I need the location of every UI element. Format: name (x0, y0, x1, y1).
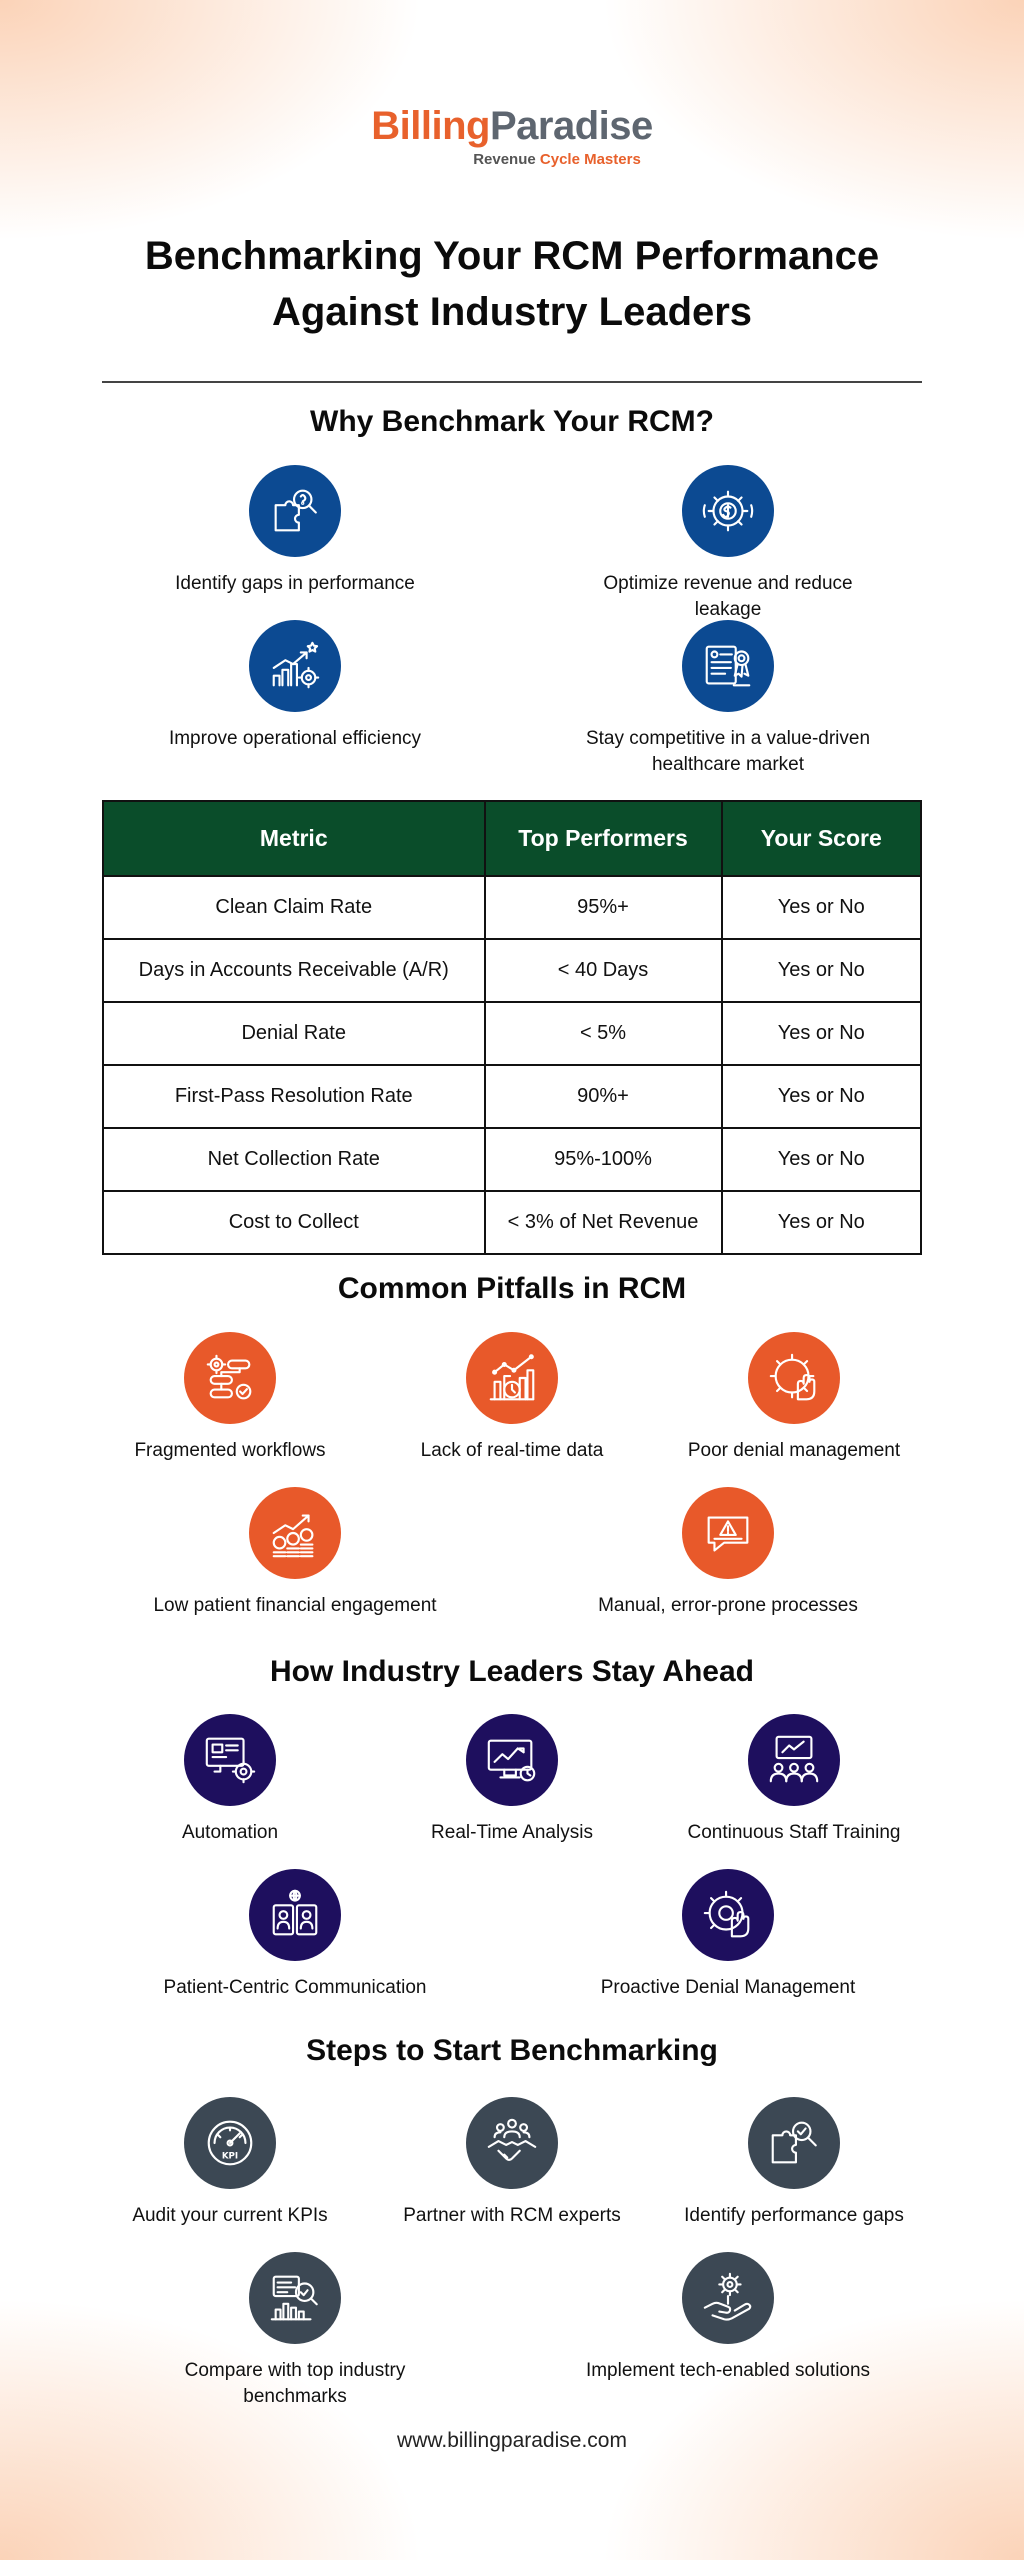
gear-stop-hand-icon (682, 1869, 774, 1961)
pitfall-label: Lack of real-time data (420, 1440, 604, 1461)
alert-message-icon (682, 1487, 774, 1579)
monitor-analytics-icon (466, 1714, 558, 1806)
leader-item (145, 1869, 445, 2001)
your-score-cell: Yes or No (722, 1002, 921, 1065)
step-label: Compare with top industry benchmarks (184, 2360, 406, 2407)
bar-chart-clock-icon (466, 1332, 558, 1424)
brand-logo (0, 104, 1024, 168)
pitfall-label: Poor denial management (687, 1440, 901, 1461)
gear-hand-icon (748, 1332, 840, 1424)
logo-wordmark: BillingParadise (371, 104, 653, 148)
why-item-gaps (145, 465, 445, 597)
column-header: Top Performers (485, 801, 722, 876)
step-item (145, 2252, 445, 2410)
metric-cell: Days in Accounts Receivable (A/R) (103, 939, 485, 1002)
growth-chart-gear-icon (249, 620, 341, 712)
logo-tagline: Revenue Cycle Masters (473, 151, 641, 168)
puzzle-magnifier-icon (748, 2097, 840, 2189)
step-item (362, 2097, 662, 2229)
column-header: Your Score (722, 801, 921, 876)
table-row (103, 1191, 921, 1254)
why-item-revenue (578, 465, 878, 623)
pitfall-item (145, 1487, 445, 1619)
page-title: Benchmarking Your RCM Performance Against Industry Leaders (144, 234, 880, 334)
why-item-label: Improve operational efficiency (168, 728, 422, 749)
team-board-icon (748, 1714, 840, 1806)
top-performer-cell: < 3% of Net Revenue (485, 1191, 722, 1254)
pitfalls-heading: Common Pitfalls in RCM (337, 1272, 687, 1305)
leader-item (644, 1714, 944, 1846)
puzzle-search-icon (249, 465, 341, 557)
why-item-label: Optimize revenue and reduce leakage (603, 573, 853, 620)
pitfall-item (80, 1332, 380, 1464)
why-item-label: Stay competitive in a value-driven healthcare market (585, 728, 871, 775)
leader-label: Patient-Centric Communication (163, 1977, 427, 1998)
pitfall-item (362, 1332, 662, 1464)
leader-item (578, 1869, 878, 2001)
step-item (578, 2252, 878, 2384)
kpi-gauge-icon (184, 2097, 276, 2189)
why-item-competitive (578, 620, 878, 778)
title-divider (102, 381, 922, 383)
metric-cell: Clean Claim Rate (103, 876, 485, 939)
top-performer-cell: 90%+ (485, 1065, 722, 1128)
steps-heading: Steps to Start Benchmarking (306, 2034, 718, 2067)
pitfall-label: Low patient financial engagement (153, 1595, 437, 1616)
metric-cell: Net Collection Rate (103, 1128, 485, 1191)
why-item-label: Identify gaps in performance (175, 573, 415, 594)
leaders-heading: How Industry Leaders Stay Ahead (269, 1655, 754, 1688)
step-item (80, 2097, 380, 2229)
top-performer-cell: < 40 Days (485, 939, 722, 1002)
why-item-efficiency (145, 620, 445, 752)
column-header: Metric (103, 801, 485, 876)
workflow-gear-icon (184, 1332, 276, 1424)
monitor-gear-icon (184, 1714, 276, 1806)
your-score-cell: Yes or No (722, 876, 921, 939)
leader-item (80, 1714, 380, 1846)
leader-label: Real-Time Analysis (431, 1822, 593, 1843)
top-performer-cell: < 5% (485, 1002, 722, 1065)
footer-website-link[interactable]: www.billingparadise.com (397, 2429, 627, 2452)
coins-trend-icon (249, 1487, 341, 1579)
leader-label: Continuous Staff Training (687, 1822, 901, 1843)
table-header-row (103, 801, 921, 876)
your-score-cell: Yes or No (722, 1191, 921, 1254)
your-score-cell: Yes or No (722, 1128, 921, 1191)
top-performer-cell: 95%+ (485, 876, 722, 939)
handshake-team-icon (466, 2097, 558, 2189)
pitfall-item (578, 1487, 878, 1619)
svg-text:KPI: KPI (221, 2151, 239, 2162)
step-label: Identify performance gaps (684, 2205, 904, 2226)
step-label: Audit your current KPIs (132, 2205, 328, 2226)
metric-cell: Cost to Collect (103, 1191, 485, 1254)
benchmark-table (102, 800, 922, 1255)
your-score-cell: Yes or No (722, 939, 921, 1002)
leader-label: Proactive Denial Management (600, 1977, 856, 1998)
table-row (103, 939, 921, 1002)
table-row (103, 1128, 921, 1191)
why-heading: Why Benchmark Your RCM? (310, 405, 714, 438)
table-row (103, 1065, 921, 1128)
pitfall-label: Fragmented workflows (134, 1440, 326, 1461)
table-row (103, 876, 921, 939)
leader-item (362, 1714, 662, 1846)
gear-dollar-icon (682, 465, 774, 557)
pitfall-item (644, 1332, 944, 1464)
table-row (103, 1002, 921, 1065)
pitfall-label: Manual, error-prone processes (598, 1595, 858, 1616)
your-score-cell: Yes or No (722, 1065, 921, 1128)
top-performer-cell: 95%-100% (485, 1128, 722, 1191)
step-label: Partner with RCM experts (403, 2205, 621, 2226)
id-cards-icon (249, 1869, 341, 1961)
chart-magnifier-icon (249, 2252, 341, 2344)
document-award-icon (682, 620, 774, 712)
step-item (644, 2097, 944, 2229)
hand-gear-icon (682, 2252, 774, 2344)
metric-cell: First-Pass Resolution Rate (103, 1065, 485, 1128)
metric-cell: Denial Rate (103, 1002, 485, 1065)
leader-label: Automation (181, 1822, 279, 1843)
step-label: Implement tech-enabled solutions (585, 2360, 871, 2381)
